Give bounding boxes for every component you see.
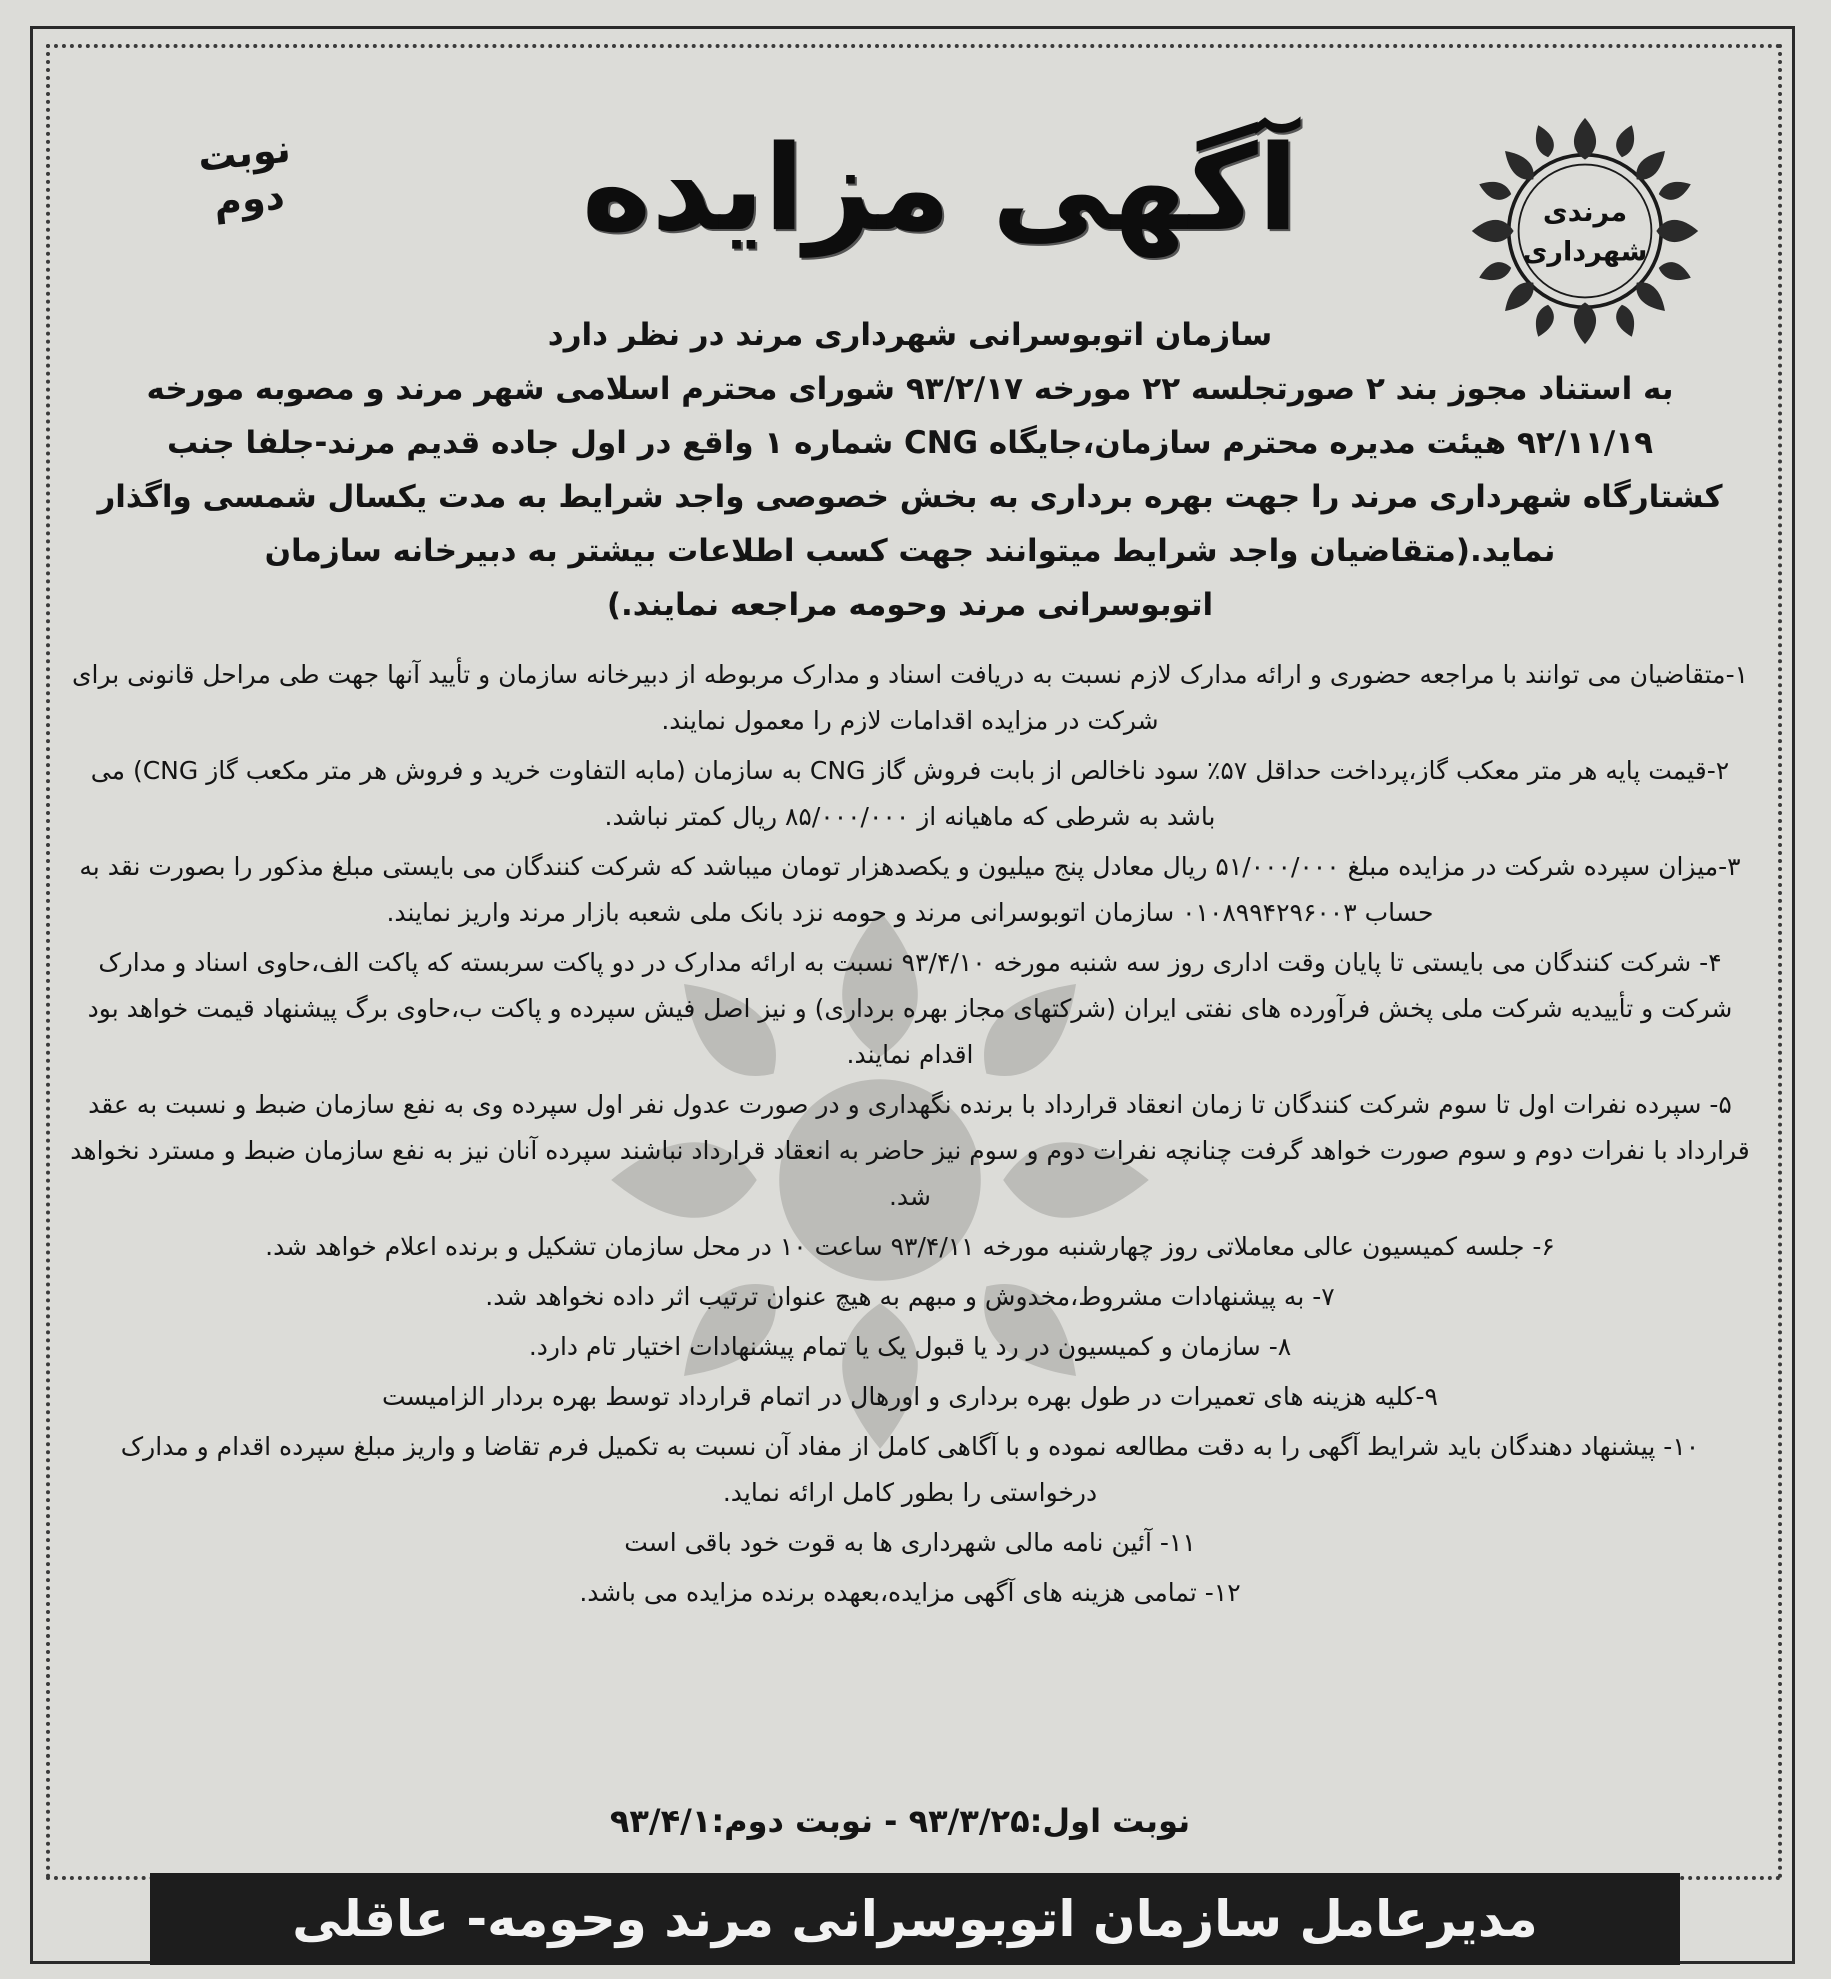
list-item: ۱-متقاضیان می توانند با مراجعه حضوری و ارائه مدارک لازم نسبت به دریافت اسناد و مدارک مربوطه از دبیرخانه سازمان و تأیید آنها جهت طی مراحل قانونی برای شرکت در مزایده اقدامات لازم را معمول نمایند. xyxy=(71,660,1749,735)
publication-schedule: نوبت اول:۹۳/۳/۲۵ - نوبت دوم:۹۳/۴/۱ xyxy=(609,1802,1191,1840)
intro-paragraph xyxy=(70,308,1750,632)
list-item: ۶- جلسه کمیسیون عالی معاملاتی روز چهارشنبه مورخه ۹۳/۴/۱۱ ساعت ۱۰ در محل سازمان تشکیل و برنده اعلام خواهد شد. xyxy=(265,1232,1555,1261)
seal-text-bottom: شهرداری xyxy=(1522,236,1648,268)
list-item: ۵- سپرده نفرات اول تا سوم شرکت کنندگان تا زمان انعقاد قرارداد با برنده نگهداری و در صورت عدول نفر اول سپرده وی به نفع سازمان ضبط و نسبت به عقد قرارداد با نفرات دوم و سوم صورت خواهد گرفت چنانچه نفرات دوم و سوم نیز حاضر به انعقاد قرارداد نباشند سپرده آنان نیز به نفع سازمان ضبط و مسترد نخواهد شد. xyxy=(70,1090,1750,1211)
list-item: ۱۱- آئین نامه مالی شهرداری ها به قوت خود باقی است xyxy=(624,1528,1196,1557)
signature-footer: مدیرعامل سازمان اتوبوسرانی مرند وحومه- عاقلی xyxy=(150,1873,1680,1965)
intro-line: نماید.(متقاضیان واجد شرایط میتوانند جهت کسب اطلاعات بیشتر به دبیرخانه سازمان xyxy=(264,533,1556,569)
conditions-list xyxy=(64,652,1756,1620)
intro-line: به استناد مجوز بند ۲ صورتجلسه ۲۲ مورخه ۹۳/۲/۱۷ شورای محترم اسلامی شهر مرند و مصوبه مورخه xyxy=(146,371,1674,407)
intro-line: ۹۲/۱۱/۱۹ هیئت مدیره محترم سازمان،جایگاه CNG شماره ۱ واقع در اول جاده قدیم مرند-جلفا جنب xyxy=(166,425,1654,461)
list-item: ۸- سازمان و کمیسیون در رد یا قبول یک یا تمام پیشنهادات اختیار تام دارد. xyxy=(528,1332,1292,1361)
list-item: ۱۲- تمامی هزینه های آگهی مزایده،بعهده برنده مزایده می باشد. xyxy=(579,1578,1241,1607)
second-round-badge: نوبت دوم xyxy=(195,126,293,225)
intro-line: اتوبوسرانی مرند وحومه مراجعه نمایند.) xyxy=(606,587,1214,623)
list-item: ۷- به پیشنهادات مشروط،مخدوش و مبهم به هیچ عنوان ترتیب اثر داده نخواهد شد. xyxy=(485,1282,1335,1311)
list-item: ۲-قیمت پایه هر متر معکب گاز،پرداخت حداقل ۵۷٪ سود ناخالص از بابت فروش گاز CNG به سازمان (مابه التفاوت خرید و فروش هر متر مکعب گاز CNG) می باشد به شرطی که ماهیانه از ۸۵/۰۰۰/۰۰۰ ریال کمتر نباشد. xyxy=(90,756,1730,831)
intro-line: سازمان اتوبوسرانی شهرداری مرند در نظر دارد xyxy=(547,317,1273,353)
intro-line: کشتارگاه شهرداری مرند را جهت بهره برداری به بخش خصوصی واجد شرایط به مدت یکسال شمسی واگذار xyxy=(97,479,1723,515)
seal-text-top: مرندی xyxy=(1542,197,1628,229)
list-item: ۳-میزان سپرده شرکت در مزایده مبلغ ۵۱/۰۰۰/۰۰۰ ریال معادل پنج میلیون و یکصدهزار تومان میباشد که شرکت کنندگان می بایستی مبلغ مذکور را بصورت نقد به حساب ۰۱۰۸۹۹۴۲۹۶۰۰۳ سازمان اتوبوسرانی مرند و حومه نزد بانک ملی شعبه بازار مرند واریز نمایند. xyxy=(79,852,1741,927)
list-item: ۴- شرکت کنندگان می بایستی تا پایان وقت اداری روز سه شنبه مورخه ۹۳/۴/۱۰ نسبت به ارائه مدارک در دو پاکت سربسته که پاکت الف،حاوی اسناد و مدارک شرکت و تأییدیه شرکت ملی پخش فرآورده های نفتی ایران (شرکتهای مجاز بهره برداری) و نیز اصل فیش سپرده و پاکت ب،حاوی برگ پیشنهاد قیمت خواهد بود اقدام نمایند. xyxy=(87,948,1733,1069)
list-item: ۹-کلیه هزینه های تعمیرات در طول بهره برداری و اورهال در اتمام قرارداد توسط بهره بردار الزامیست xyxy=(382,1382,1438,1411)
list-item: ۱۰- پیشنهاد دهندگان باید شرایط آگهی را به دقت مطالعه نموده و با آگاهی کامل از مفاد آن نسبت به تکمیل فرم تقاضا و واریز مبلغ سپرده اقدام و مدارک درخواستی را بطور کامل ارائه نماید. xyxy=(120,1432,1700,1507)
page-title: آگهی مزایده xyxy=(581,119,1299,257)
